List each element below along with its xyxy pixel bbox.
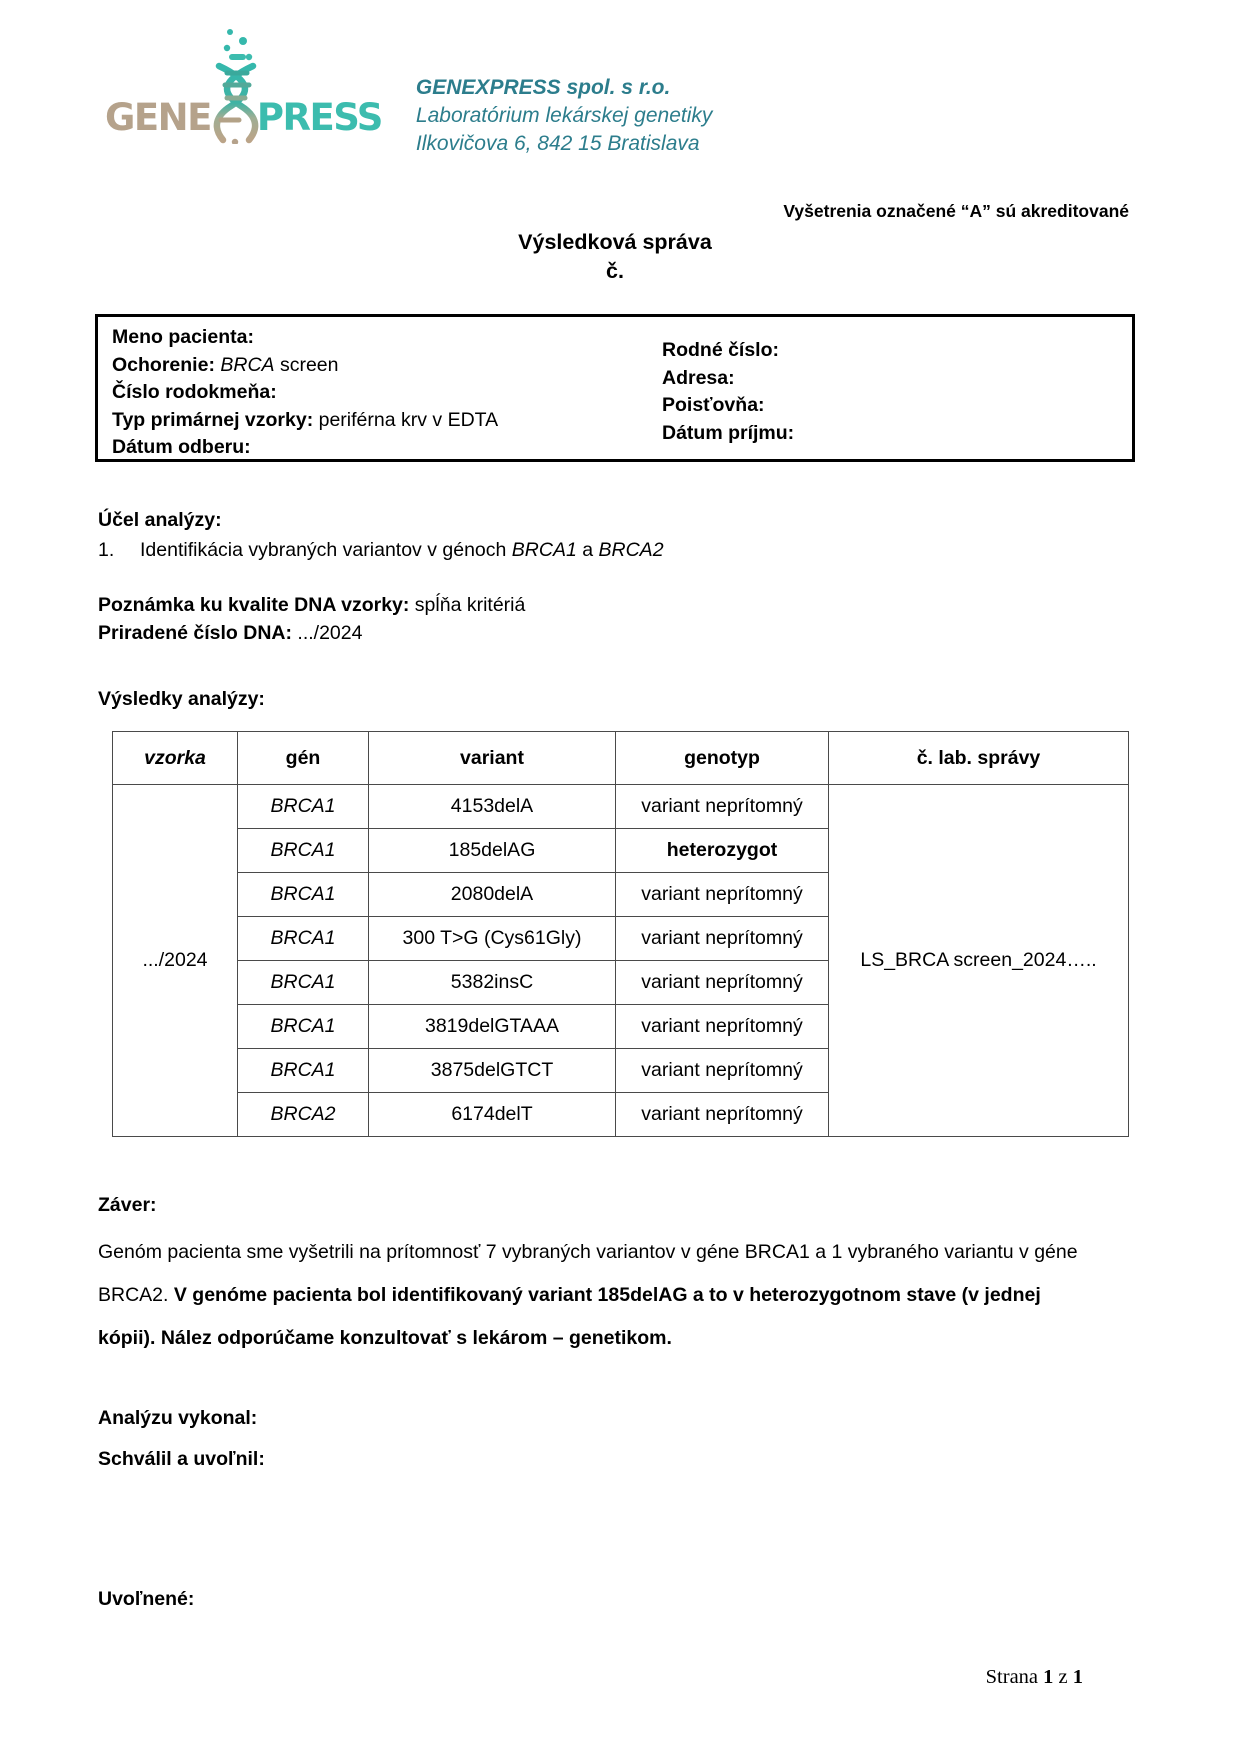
sample-type-row: Typ primárnej vzorky: periférna krv v EDTA xyxy=(112,408,499,431)
table-row: BRCA1 300 T>G (Cys61Gly) variant neprítomný xyxy=(113,917,1129,961)
table-row: BRCA1 3875delGTCT variant neprítomný xyxy=(113,1049,1129,1093)
logo-text-gene: GENE xyxy=(105,95,211,139)
patient-info-right xyxy=(662,324,1132,459)
results-table xyxy=(112,731,1129,1137)
sample-id-cell: .../2024 xyxy=(113,785,238,1137)
patient-info-box xyxy=(95,314,1135,462)
conclusion-heading: Záver: xyxy=(98,1194,157,1216)
company-department: Laboratórium lekárskej genetiky xyxy=(415,104,713,127)
company-name: GENEXPRESS spol. s r.o. xyxy=(415,76,671,99)
report-number-label: č. xyxy=(606,259,624,283)
released-label: Uvoľnené: xyxy=(98,1588,195,1610)
results-heading: Výsledky analýzy: xyxy=(98,688,265,710)
pedigree-number-row: Číslo rodokmeňa: xyxy=(112,381,277,403)
approved-by-label: Schválil a uvoľnil: xyxy=(98,1448,265,1470)
table-row: BRCA1 2080delA variant neprítomný xyxy=(113,873,1129,917)
purpose-item-text: Identifikácia vybraných variantov v génoch BRCA1 a BRCA2 xyxy=(140,539,664,561)
conclusion-section xyxy=(98,1193,1241,1611)
purpose-item xyxy=(98,537,1241,563)
col-header-genotyp: genotyp xyxy=(616,732,829,785)
patient-name-row: Meno pacienta: xyxy=(112,326,254,348)
page-title: Výsledková správa xyxy=(518,230,712,254)
logo-text-press: PRESS xyxy=(256,95,382,139)
table-row: BRCA2 6174delT variant neprítomný xyxy=(113,1093,1129,1137)
table-row: BRCA1 185delAG heterozygot xyxy=(113,829,1129,873)
report-title-block xyxy=(95,228,1135,286)
col-header-vzorka: vzorka xyxy=(113,732,238,785)
purpose-heading: Účel analýzy: xyxy=(98,509,222,531)
patient-info-left xyxy=(112,324,662,459)
table-row: BRCA1 5382insC variant neprítomný xyxy=(113,961,1129,1005)
table-row: .../2024 BRCA1 4153delA variant neprítomný LS_BRCA screen_2024….. xyxy=(113,785,1129,829)
performed-by-label: Analýzu vykonal: xyxy=(98,1407,258,1429)
report-id-cell: LS_BRCA screen_2024….. xyxy=(829,785,1129,1137)
disease-row: Ochorenie: BRCA screen xyxy=(112,353,339,376)
conclusion-text: Genóm pacienta sme vyšetrili na prítomnosť 7 vybraných variantov v géne BRCA1 a 1 vybraného variantu v géne BRCA2. V genóme pacienta bol identifikovaný variant 185delAG a to v heterozygotnom stave (v jednej kópii). Nález odporúčame konzultovať s lekárom – genetikom. xyxy=(98,1241,1078,1349)
table-row: BRCA1 3819delGTAAA variant neprítomný xyxy=(113,1005,1129,1049)
page-number: Strana 1 z 1 xyxy=(985,1666,1083,1688)
insurance-row: Poisťovňa: xyxy=(662,394,765,416)
company-address: Ilkovičova 6, 842 15 Bratislava xyxy=(415,132,700,155)
dna-number-note: Priradené číslo DNA: .../2024 xyxy=(98,622,363,644)
collection-date-row: Dátum odberu: xyxy=(112,436,251,458)
genexpress-logo xyxy=(105,90,382,144)
receipt-date-row: Dátum príjmu: xyxy=(662,421,795,444)
col-header-variant: variant xyxy=(369,732,616,785)
dna-quality-note: Poznámka ku kvalite DNA vzorky: spĺňa kritériá xyxy=(98,594,526,616)
company-info xyxy=(416,62,712,158)
masthead xyxy=(0,0,1241,184)
col-header-gen: gén xyxy=(238,732,369,785)
table-header-row xyxy=(113,732,1129,785)
birth-number-row: Rodné číslo: xyxy=(662,339,780,361)
report-body xyxy=(98,508,1241,711)
col-header-report: č. lab. správy xyxy=(829,732,1129,785)
address-row: Adresa: xyxy=(662,366,735,389)
purpose-item-number: 1. xyxy=(98,539,115,561)
accreditation-note: Vyšetrenia označené “A” sú akreditované xyxy=(783,201,1129,221)
